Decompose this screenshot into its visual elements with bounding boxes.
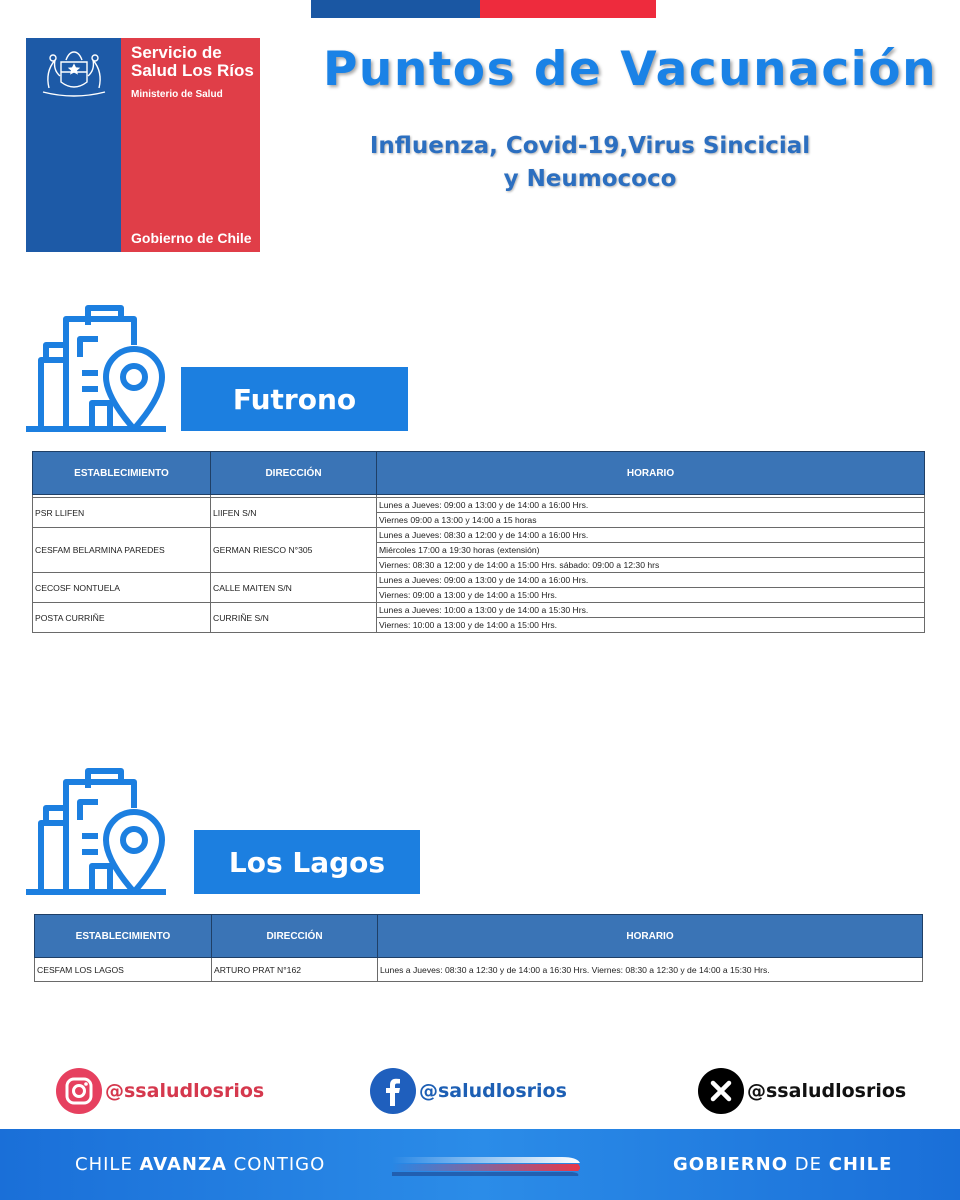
address-cell: ARTURO PRAT N°162 bbox=[212, 958, 378, 982]
schedule-cell: Lunes a Jueves: 08:30 a 12:00 y de 14:00 a 16:00 Hrs. bbox=[377, 528, 925, 543]
table-row bbox=[33, 528, 925, 543]
footer-gov-bold2: CHILE bbox=[828, 1154, 893, 1175]
facebook-icon bbox=[370, 1068, 416, 1114]
column-header: HORARIO bbox=[378, 915, 923, 958]
logo-service-name bbox=[131, 44, 254, 80]
chile-coat-of-arms-icon bbox=[33, 42, 115, 102]
footer-gov-regular: DE bbox=[788, 1154, 829, 1175]
x-icon bbox=[698, 1068, 744, 1114]
table-header-row bbox=[33, 452, 925, 495]
schedule-cell: Lunes a Jueves: 09:00 a 13:00 y de 14:00 a 16:00 Hrs. bbox=[377, 573, 925, 588]
table-header-row bbox=[35, 915, 923, 958]
instagram-icon bbox=[56, 1068, 102, 1114]
establishment-cell: PSR LLIFEN bbox=[33, 498, 211, 528]
building-location-icon bbox=[26, 768, 166, 896]
schedule-table-futrono bbox=[32, 451, 925, 633]
page-subtitle bbox=[330, 130, 850, 196]
subtitle-line2: y Neumococo bbox=[503, 166, 677, 192]
page-title: Puntos de Vacunación bbox=[322, 42, 938, 97]
section-label-futrono: Futrono bbox=[181, 367, 408, 431]
footer-slogan bbox=[75, 1154, 325, 1175]
column-header: ESTABLECIMIENTO bbox=[35, 915, 212, 958]
logo-blue-panel bbox=[26, 38, 121, 252]
top-bar-red bbox=[480, 0, 656, 18]
footer-gov-bold1: GOBIERNO bbox=[673, 1154, 789, 1175]
schedule-cell: Viernes: 10:00 a 13:00 y de 14:00 a 15:00 Hrs. bbox=[377, 618, 925, 633]
schedule-cell: Viernes: 08:30 a 12:00 y de 14:00 a 15:00 Hrs. sábado: 09:00 a 12:30 hrs bbox=[377, 558, 925, 573]
logo-service-line1: Servicio de bbox=[131, 43, 222, 62]
column-header: HORARIO bbox=[377, 452, 925, 495]
table-row bbox=[33, 498, 925, 513]
logo-ministry: Ministerio de Salud bbox=[131, 89, 223, 100]
top-flag-bar bbox=[311, 0, 656, 18]
schedule-cell: Viernes: 09:00 a 13:00 y de 14:00 a 15:00 Hrs. bbox=[377, 588, 925, 603]
footer-banner bbox=[0, 1129, 960, 1200]
building-location-icon bbox=[26, 305, 166, 433]
column-header: DIRECCIÓN bbox=[211, 452, 377, 495]
address-cell: CALLE MAITEN S/N bbox=[211, 573, 377, 603]
footer-slogan-part1: CHILE bbox=[75, 1154, 140, 1175]
facebook-handle: @saludlosrios bbox=[419, 1080, 567, 1102]
schedule-table-los-lagos bbox=[34, 914, 923, 982]
x-handle: @ssaludlosrios bbox=[747, 1080, 907, 1102]
address-cell: CURRIÑE S/N bbox=[211, 603, 377, 633]
schedule-cell: Miércoles 17:00 a 19:30 horas (extensión) bbox=[377, 543, 925, 558]
establishment-cell: CESFAM BELARMINA PAREDES bbox=[33, 528, 211, 573]
health-service-logo bbox=[26, 38, 260, 252]
address-cell: GERMAN RIESCO N°305 bbox=[211, 528, 377, 573]
instagram-link[interactable] bbox=[56, 1068, 264, 1114]
footer-slogan-part2: CONTIGO bbox=[226, 1154, 326, 1175]
flag-stripe-graphic bbox=[392, 1151, 584, 1179]
column-header: ESTABLECIMIENTO bbox=[33, 452, 211, 495]
schedule-cell: Lunes a Jueves: 08:30 a 12:30 y de 14:00 a 16:30 Hrs. Viernes: 08:30 a 12:30 y de 14:00 a 15:30 Hrs. bbox=[378, 958, 923, 982]
logo-red-panel bbox=[121, 38, 260, 252]
establishment-cell: POSTA CURRIÑE bbox=[33, 603, 211, 633]
table-row bbox=[33, 573, 925, 588]
logo-service-line2: Salud Los Ríos bbox=[131, 61, 254, 80]
logo-government: Gobierno de Chile bbox=[131, 230, 252, 246]
instagram-handle: @ssaludlosrios bbox=[105, 1080, 265, 1102]
x-link[interactable] bbox=[698, 1068, 906, 1114]
footer-government bbox=[673, 1154, 892, 1175]
establishment-cell: CESFAM LOS LAGOS bbox=[35, 958, 212, 982]
subtitle-line1: Influenza, Covid-19,Virus Sincicial bbox=[369, 133, 811, 159]
schedule-cell: Lunes a Jueves: 10:00 a 13:00 y de 14:00 a 15:30 Hrs. bbox=[377, 603, 925, 618]
section-label-los-lagos: Los Lagos bbox=[194, 830, 420, 894]
column-header: DIRECCIÓN bbox=[212, 915, 378, 958]
table-row bbox=[35, 958, 923, 982]
footer-slogan-bold: AVANZA bbox=[139, 1154, 227, 1175]
table-row bbox=[33, 603, 925, 618]
schedule-cell: Lunes a Jueves: 09:00 a 13:00 y de 14:00 a 16:00 Hrs. bbox=[377, 498, 925, 513]
address-cell: LIIFEN S/N bbox=[211, 498, 377, 528]
establishment-cell: CECOSF NONTUELA bbox=[33, 573, 211, 603]
top-bar-blue bbox=[311, 0, 480, 18]
facebook-link[interactable] bbox=[370, 1068, 567, 1114]
schedule-cell: Viernes 09:00 a 13:00 y 14:00 a 15 horas bbox=[377, 513, 925, 528]
